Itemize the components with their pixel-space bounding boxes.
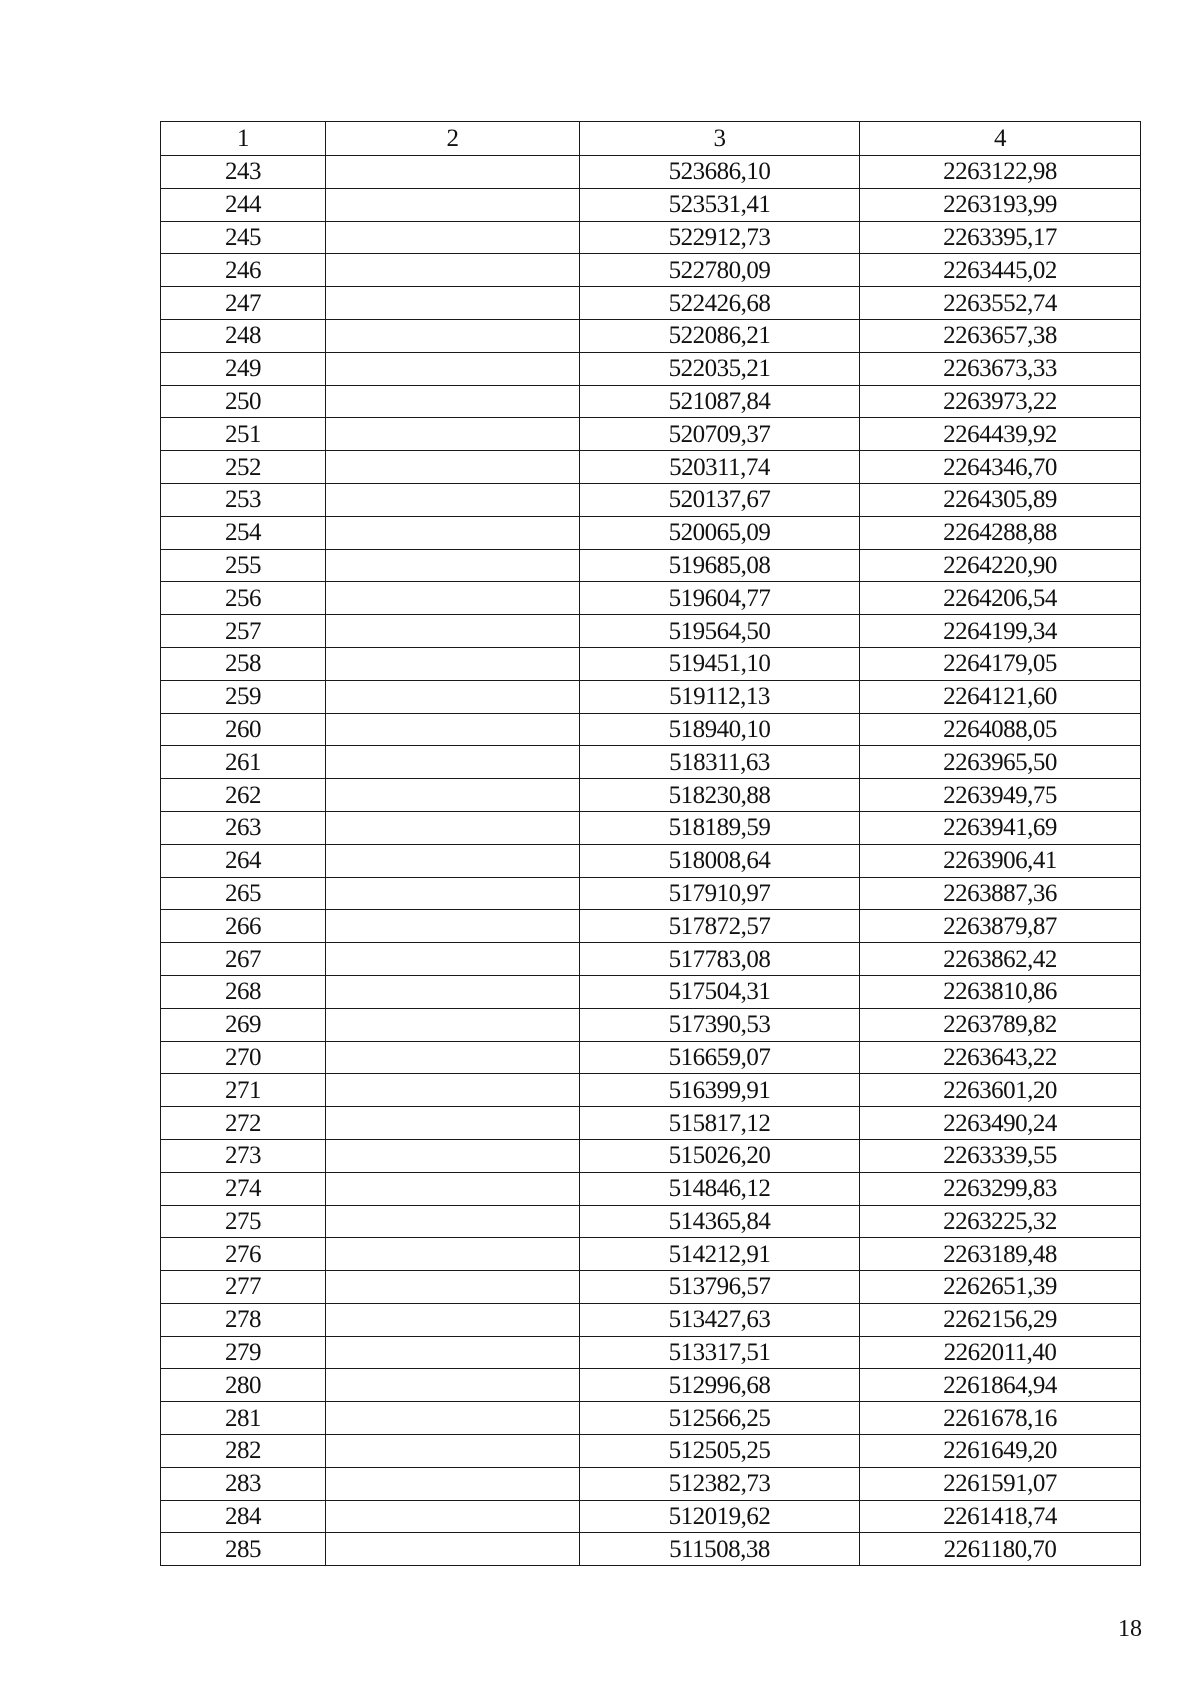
point-number-cell: 259 [161, 680, 326, 713]
table-row [161, 1205, 1141, 1238]
point-number-cell: 249 [161, 352, 326, 385]
description-cell [326, 1336, 580, 1369]
point-number-cell: 245 [161, 221, 326, 254]
point-number-cell: 269 [161, 1008, 326, 1041]
y-coordinate-cell: 2263445,02 [860, 254, 1141, 287]
y-coordinate-cell: 2263601,20 [860, 1074, 1141, 1107]
point-number-cell: 266 [161, 910, 326, 943]
description-cell [326, 582, 580, 615]
y-coordinate-cell: 2261864,94 [860, 1369, 1141, 1402]
point-number-cell: 277 [161, 1271, 326, 1304]
x-coordinate-cell: 520311,74 [580, 451, 860, 484]
y-coordinate-cell: 2262651,39 [860, 1271, 1141, 1304]
description-cell [326, 1008, 580, 1041]
x-coordinate-cell: 523686,10 [580, 156, 860, 189]
description-cell [326, 1172, 580, 1205]
y-coordinate-cell: 2263906,41 [860, 844, 1141, 877]
y-coordinate-cell: 2263395,17 [860, 221, 1141, 254]
y-coordinate-cell: 2263789,82 [860, 1008, 1141, 1041]
x-coordinate-cell: 518230,88 [580, 779, 860, 812]
y-coordinate-cell: 2263339,55 [860, 1139, 1141, 1172]
x-coordinate-cell: 511508,38 [580, 1533, 860, 1566]
table-row [161, 1435, 1141, 1468]
x-coordinate-cell: 523531,41 [580, 188, 860, 221]
y-coordinate-cell: 2263941,69 [860, 811, 1141, 844]
x-coordinate-cell: 518189,59 [580, 811, 860, 844]
point-number-cell: 244 [161, 188, 326, 221]
table-row [161, 1008, 1141, 1041]
description-cell [326, 1074, 580, 1107]
y-coordinate-cell: 2261418,74 [860, 1500, 1141, 1533]
description-cell [326, 1533, 580, 1566]
table-row [161, 615, 1141, 648]
header-row [161, 122, 1141, 156]
description-cell [326, 319, 580, 352]
x-coordinate-cell: 518008,64 [580, 844, 860, 877]
description-cell [326, 1041, 580, 1074]
description-cell [326, 385, 580, 418]
description-cell [326, 1500, 580, 1533]
table-row [161, 1467, 1141, 1500]
y-coordinate-cell: 2264439,92 [860, 418, 1141, 451]
x-coordinate-cell: 522912,73 [580, 221, 860, 254]
description-cell [326, 811, 580, 844]
point-number-cell: 261 [161, 746, 326, 779]
table-row [161, 1500, 1141, 1533]
table-row [161, 516, 1141, 549]
description-cell [326, 549, 580, 582]
point-number-cell: 265 [161, 877, 326, 910]
table-row [161, 877, 1141, 910]
y-coordinate-cell: 2264206,54 [860, 582, 1141, 615]
y-coordinate-cell: 2263490,24 [860, 1107, 1141, 1140]
coordinates-table [160, 121, 1141, 1566]
column-header-2: 2 [326, 122, 580, 156]
point-number-cell: 274 [161, 1172, 326, 1205]
table-row [161, 287, 1141, 320]
table-row [161, 746, 1141, 779]
x-coordinate-cell: 514365,84 [580, 1205, 860, 1238]
y-coordinate-cell: 2264121,60 [860, 680, 1141, 713]
description-cell [326, 1467, 580, 1500]
description-cell [326, 1238, 580, 1271]
y-coordinate-cell: 2261649,20 [860, 1435, 1141, 1468]
point-number-cell: 253 [161, 483, 326, 516]
x-coordinate-cell: 513796,57 [580, 1271, 860, 1304]
y-coordinate-cell: 2263299,83 [860, 1172, 1141, 1205]
y-coordinate-cell: 2263189,48 [860, 1238, 1141, 1271]
table-row [161, 1172, 1141, 1205]
point-number-cell: 254 [161, 516, 326, 549]
description-cell [326, 713, 580, 746]
y-coordinate-cell: 2264179,05 [860, 647, 1141, 680]
description-cell [326, 451, 580, 484]
y-coordinate-cell: 2263643,22 [860, 1041, 1141, 1074]
description-cell [326, 615, 580, 648]
description-cell [326, 188, 580, 221]
table-row [161, 188, 1141, 221]
y-coordinate-cell: 2264305,89 [860, 483, 1141, 516]
y-coordinate-cell: 2261180,70 [860, 1533, 1141, 1566]
x-coordinate-cell: 517390,53 [580, 1008, 860, 1041]
point-number-cell: 283 [161, 1467, 326, 1500]
description-cell [326, 1139, 580, 1172]
description-cell [326, 680, 580, 713]
description-cell [326, 844, 580, 877]
point-number-cell: 271 [161, 1074, 326, 1107]
x-coordinate-cell: 522426,68 [580, 287, 860, 320]
point-number-cell: 255 [161, 549, 326, 582]
point-number-cell: 246 [161, 254, 326, 287]
description-cell [326, 516, 580, 549]
point-number-cell: 252 [161, 451, 326, 484]
point-number-cell: 268 [161, 975, 326, 1008]
description-cell [326, 1271, 580, 1304]
point-number-cell: 285 [161, 1533, 326, 1566]
point-number-cell: 279 [161, 1336, 326, 1369]
description-cell [326, 1435, 580, 1468]
point-number-cell: 247 [161, 287, 326, 320]
point-number-cell: 264 [161, 844, 326, 877]
point-number-cell: 251 [161, 418, 326, 451]
table-row [161, 1336, 1141, 1369]
point-number-cell: 275 [161, 1205, 326, 1238]
x-coordinate-cell: 513427,63 [580, 1303, 860, 1336]
table-row [161, 1271, 1141, 1304]
table-row [161, 418, 1141, 451]
table-row [161, 254, 1141, 287]
x-coordinate-cell: 512996,68 [580, 1369, 860, 1402]
x-coordinate-cell: 520137,67 [580, 483, 860, 516]
description-cell [326, 1402, 580, 1435]
table-row [161, 483, 1141, 516]
description-cell [326, 1369, 580, 1402]
table-row [161, 647, 1141, 680]
x-coordinate-cell: 519112,13 [580, 680, 860, 713]
x-coordinate-cell: 520065,09 [580, 516, 860, 549]
point-number-cell: 262 [161, 779, 326, 812]
x-coordinate-cell: 516659,07 [580, 1041, 860, 1074]
table-row [161, 549, 1141, 582]
y-coordinate-cell: 2263887,36 [860, 877, 1141, 910]
point-number-cell: 258 [161, 647, 326, 680]
x-coordinate-cell: 512505,25 [580, 1435, 860, 1468]
table-row [161, 156, 1141, 189]
description-cell [326, 254, 580, 287]
description-cell [326, 647, 580, 680]
y-coordinate-cell: 2263193,99 [860, 188, 1141, 221]
point-number-cell: 273 [161, 1139, 326, 1172]
y-coordinate-cell: 2263657,38 [860, 319, 1141, 352]
y-coordinate-cell: 2263879,87 [860, 910, 1141, 943]
description-cell [326, 1107, 580, 1140]
x-coordinate-cell: 515817,12 [580, 1107, 860, 1140]
description-cell [326, 877, 580, 910]
table-row [161, 975, 1141, 1008]
point-number-cell: 284 [161, 1500, 326, 1533]
point-number-cell: 243 [161, 156, 326, 189]
table-row [161, 779, 1141, 812]
x-coordinate-cell: 512382,73 [580, 1467, 860, 1500]
table-row [161, 1303, 1141, 1336]
y-coordinate-cell: 2263949,75 [860, 779, 1141, 812]
column-header-1: 1 [161, 122, 326, 156]
table-row [161, 910, 1141, 943]
x-coordinate-cell: 522086,21 [580, 319, 860, 352]
x-coordinate-cell: 519604,77 [580, 582, 860, 615]
table-row [161, 1402, 1141, 1435]
x-coordinate-cell: 522780,09 [580, 254, 860, 287]
table-row [161, 1041, 1141, 1074]
y-coordinate-cell: 2263862,42 [860, 943, 1141, 976]
table-row [161, 1139, 1141, 1172]
table-row [161, 1074, 1141, 1107]
x-coordinate-cell: 514212,91 [580, 1238, 860, 1271]
x-coordinate-cell: 514846,12 [580, 1172, 860, 1205]
y-coordinate-cell: 2261591,07 [860, 1467, 1141, 1500]
point-number-cell: 282 [161, 1435, 326, 1468]
x-coordinate-cell: 515026,20 [580, 1139, 860, 1172]
y-coordinate-cell: 2262011,40 [860, 1336, 1141, 1369]
table-row [161, 1533, 1141, 1566]
point-number-cell: 248 [161, 319, 326, 352]
table-row [161, 1107, 1141, 1140]
description-cell [326, 221, 580, 254]
x-coordinate-cell: 516399,91 [580, 1074, 860, 1107]
y-coordinate-cell: 2264346,70 [860, 451, 1141, 484]
point-number-cell: 281 [161, 1402, 326, 1435]
x-coordinate-cell: 517910,97 [580, 877, 860, 910]
point-number-cell: 250 [161, 385, 326, 418]
y-coordinate-cell: 2263965,50 [860, 746, 1141, 779]
x-coordinate-cell: 517872,57 [580, 910, 860, 943]
description-cell [326, 746, 580, 779]
x-coordinate-cell: 519685,08 [580, 549, 860, 582]
table-row [161, 1369, 1141, 1402]
point-number-cell: 267 [161, 943, 326, 976]
table-row [161, 319, 1141, 352]
description-cell [326, 352, 580, 385]
column-header-4: 4 [860, 122, 1141, 156]
y-coordinate-cell: 2264220,90 [860, 549, 1141, 582]
table-row [161, 713, 1141, 746]
table-row [161, 451, 1141, 484]
table-row [161, 811, 1141, 844]
table-row [161, 582, 1141, 615]
x-coordinate-cell: 519451,10 [580, 647, 860, 680]
description-cell [326, 418, 580, 451]
table-row [161, 221, 1141, 254]
x-coordinate-cell: 512019,62 [580, 1500, 860, 1533]
table-row [161, 352, 1141, 385]
x-coordinate-cell: 512566,25 [580, 1402, 860, 1435]
x-coordinate-cell: 517504,31 [580, 975, 860, 1008]
x-coordinate-cell: 517783,08 [580, 943, 860, 976]
x-coordinate-cell: 518940,10 [580, 713, 860, 746]
description-cell [326, 975, 580, 1008]
y-coordinate-cell: 2263973,22 [860, 385, 1141, 418]
column-header-3: 3 [580, 122, 860, 156]
y-coordinate-cell: 2263673,33 [860, 352, 1141, 385]
table-header [161, 122, 1141, 156]
description-cell [326, 483, 580, 516]
point-number-cell: 276 [161, 1238, 326, 1271]
table-row [161, 385, 1141, 418]
description-cell [326, 156, 580, 189]
point-number-cell: 272 [161, 1107, 326, 1140]
y-coordinate-cell: 2262156,29 [860, 1303, 1141, 1336]
y-coordinate-cell: 2264288,88 [860, 516, 1141, 549]
table-row [161, 844, 1141, 877]
y-coordinate-cell: 2264199,34 [860, 615, 1141, 648]
point-number-cell: 260 [161, 713, 326, 746]
description-cell [326, 910, 580, 943]
y-coordinate-cell: 2263122,98 [860, 156, 1141, 189]
y-coordinate-cell: 2264088,05 [860, 713, 1141, 746]
description-cell [326, 779, 580, 812]
y-coordinate-cell: 2263552,74 [860, 287, 1141, 320]
point-number-cell: 257 [161, 615, 326, 648]
x-coordinate-cell: 521087,84 [580, 385, 860, 418]
description-cell [326, 287, 580, 320]
x-coordinate-cell: 518311,63 [580, 746, 860, 779]
description-cell [326, 943, 580, 976]
table-row [161, 1238, 1141, 1271]
x-coordinate-cell: 513317,51 [580, 1336, 860, 1369]
point-number-cell: 263 [161, 811, 326, 844]
point-number-cell: 270 [161, 1041, 326, 1074]
point-number-cell: 278 [161, 1303, 326, 1336]
y-coordinate-cell: 2263225,32 [860, 1205, 1141, 1238]
x-coordinate-cell: 522035,21 [580, 352, 860, 385]
point-number-cell: 280 [161, 1369, 326, 1402]
x-coordinate-cell: 519564,50 [580, 615, 860, 648]
table-body [161, 156, 1141, 1566]
description-cell [326, 1205, 580, 1238]
point-number-cell: 256 [161, 582, 326, 615]
table-row [161, 943, 1141, 976]
x-coordinate-cell: 520709,37 [580, 418, 860, 451]
y-coordinate-cell: 2263810,86 [860, 975, 1141, 1008]
table-row [161, 680, 1141, 713]
description-cell [326, 1303, 580, 1336]
y-coordinate-cell: 2261678,16 [860, 1402, 1141, 1435]
page-number: 18 [1118, 1616, 1142, 1642]
